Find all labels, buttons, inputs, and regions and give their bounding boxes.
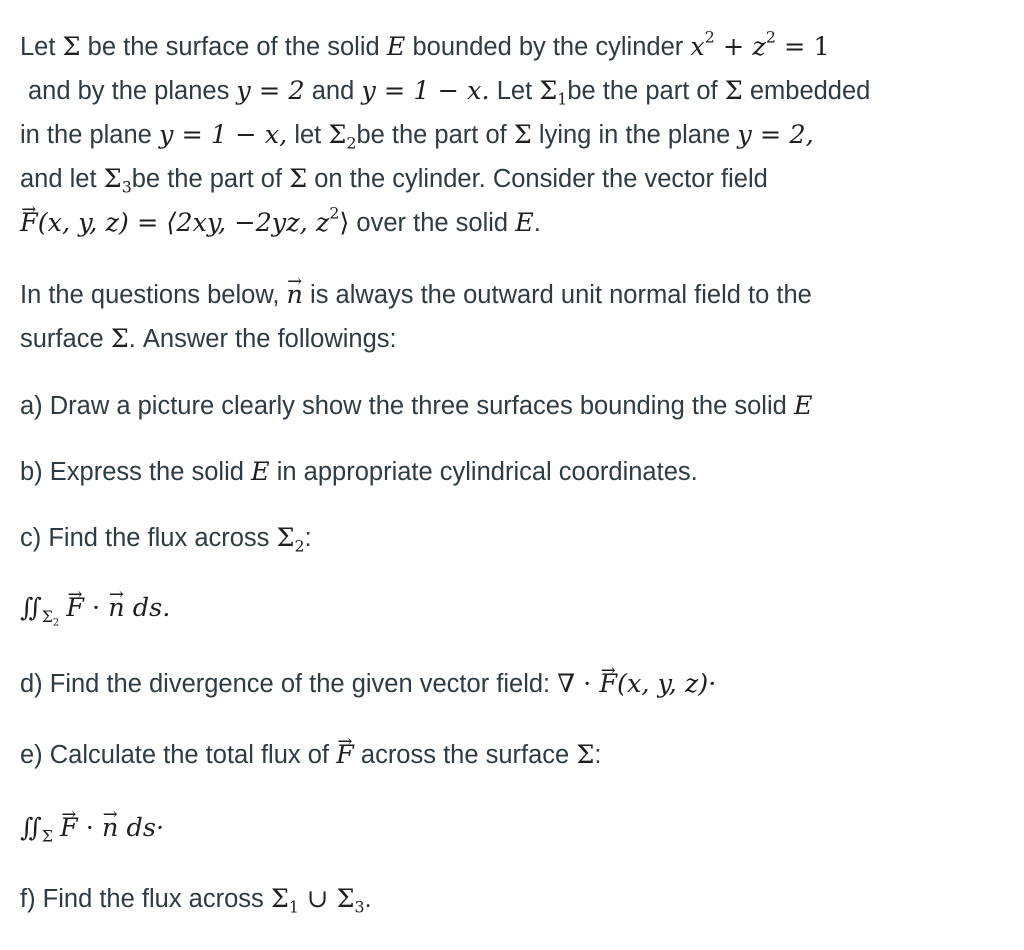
vector-F: → F [336, 740, 354, 770]
text: a) Draw a picture clearly show the three surfaces bounding the solid [20, 392, 794, 420]
integral-subscript [42, 607, 59, 626]
text: d) Find the divergence of the given vector field: [20, 670, 558, 698]
differential-ds: ds· [118, 813, 165, 843]
math-z: z [752, 32, 766, 62]
subscript: 1 [288, 897, 299, 917]
text: e) Calculate the total flux of [20, 741, 337, 769]
sigma-symbol: Σ [336, 884, 355, 914]
sigma-symbol: Σ [289, 164, 308, 194]
solid-E: E [515, 208, 534, 238]
subscript: 2 [52, 616, 60, 628]
vector-F: → F [599, 669, 617, 699]
text: Let [489, 77, 540, 105]
subscript: 3 [354, 897, 365, 917]
double-integral-icon: ∬ [20, 813, 42, 843]
text: be the part of [356, 121, 514, 149]
sigma-symbol: Σ [539, 76, 558, 106]
sigma-symbol: Σ [41, 826, 53, 846]
text: let [287, 121, 329, 149]
text: across the surface [353, 741, 577, 769]
text: lying in the plane [531, 121, 738, 149]
vector-F: → F [66, 593, 84, 623]
normal-vector-n: → n [108, 593, 124, 623]
plane-equation: y = 2 [236, 76, 305, 106]
text: embedded [742, 77, 871, 105]
sigma-symbol: Σ [110, 324, 129, 354]
sigma-symbol: Σ [513, 120, 532, 150]
function-arguments: (x, y, z)· [617, 669, 717, 699]
subscript: 2 [294, 536, 305, 556]
question-e-formula [20, 813, 165, 846]
text: . [533, 209, 541, 237]
sigma-symbol: Σ [724, 76, 743, 106]
vector-field-definition: (x, y, z) = ⟨2xy, −2yz, z [37, 208, 330, 238]
solid-E: E [386, 32, 406, 62]
question-a [20, 391, 813, 421]
problem-line-1 [20, 27, 830, 62]
sigma-symbol: Σ [41, 606, 53, 626]
question-e [20, 740, 601, 770]
text: : [594, 741, 602, 769]
text: be the part of [567, 77, 725, 105]
double-integral-icon: ∬ [20, 593, 42, 623]
question-d [20, 669, 716, 699]
text: and let [20, 165, 104, 193]
text: in appropriate cylindrical coordinates. [269, 458, 698, 486]
text: Let [20, 33, 63, 61]
problem-line-3 [20, 120, 814, 153]
vector-F: → F [20, 208, 38, 238]
problem-line-5 [20, 203, 541, 238]
nabla-icon: ∇ · [557, 669, 600, 699]
equals-one: = 1 [775, 32, 830, 62]
sigma-symbol: Σ [62, 32, 81, 62]
exponent: 2 [329, 203, 340, 223]
intro-line-2 [20, 324, 397, 354]
text: . Answer the followings: [128, 325, 397, 353]
dot-operator: · [83, 593, 109, 623]
sigma-symbol: Σ [328, 120, 347, 150]
dot-operator: · [77, 813, 103, 843]
sigma-symbol: Σ [103, 164, 122, 194]
intro-line-1 [20, 280, 812, 310]
bracket: ⟩ [339, 208, 350, 238]
problem-line-2 [28, 76, 871, 109]
question-f [20, 884, 372, 917]
plus: + [714, 32, 753, 62]
text: c) Find the flux across [20, 524, 277, 552]
text: over the solid [349, 209, 516, 237]
text: : [304, 524, 312, 552]
subscript: 2 [346, 133, 357, 153]
text: and [304, 77, 362, 105]
text: bounded by the cylinder [405, 33, 691, 61]
math-x: x [690, 32, 705, 62]
plane-equation: y = 1 − x. [361, 76, 490, 106]
text: on the cylinder. Consider the vector field [307, 165, 768, 193]
solid-E: E [793, 391, 813, 421]
text: be the part of [131, 165, 290, 193]
text: is always the outward unit normal field to the [302, 281, 812, 309]
subscript: 3 [121, 177, 132, 197]
text: surface [20, 325, 111, 353]
text: and by the planes [28, 77, 237, 105]
union-symbol: ∪ [298, 884, 337, 914]
normal-vector-n: → n [287, 280, 303, 310]
problem-line-4 [20, 164, 768, 197]
plane-equation: y = 1 − x, [158, 120, 288, 150]
solid-E: E [251, 457, 270, 487]
text: f) Find the flux across [20, 885, 271, 913]
sigma-symbol: Σ [276, 523, 295, 553]
question-b [20, 457, 698, 487]
exponent: 2 [765, 27, 776, 47]
question-c-formula [20, 593, 171, 628]
exponent: 2 [704, 27, 715, 47]
question-c [20, 523, 312, 556]
text: In the questions below, [20, 281, 287, 309]
text: in the plane [20, 121, 159, 149]
sigma-symbol: Σ [576, 740, 595, 770]
differential-ds: ds. [124, 593, 171, 623]
sigma-symbol: Σ [270, 884, 289, 914]
plane-equation: y = 2, [737, 120, 814, 150]
text: . [364, 885, 372, 913]
text: b) Express the solid [20, 458, 252, 486]
normal-vector-n: → n [102, 813, 118, 843]
text: be the surface of the solid [80, 33, 387, 61]
vector-F: → F [60, 813, 78, 843]
subscript: 1 [557, 89, 568, 109]
